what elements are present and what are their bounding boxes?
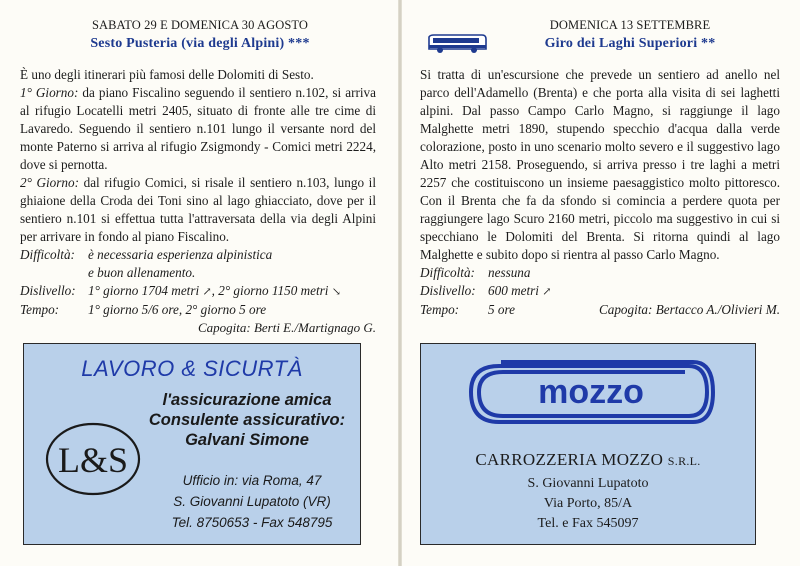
left-title: Sesto Pusteria (via degli Alpini) *** (90, 36, 310, 51)
left-intro: È uno degli itinerari più famosi delle Dolomiti di Sesto. (20, 67, 314, 82)
bus-icon (426, 33, 488, 55)
ad-right-addr3: Tel. e Fax 545097 (537, 516, 639, 531)
day2-label: 2° Giorno: (20, 175, 79, 190)
right-capogita: Capogita: Bertacco A./Olivieri M. (598, 302, 780, 317)
right-body (420, 66, 780, 319)
arrow-up-right-icon: ↗ (542, 286, 552, 298)
ls-logo-icon (44, 420, 142, 498)
right-tempo-value: 5 ore (488, 302, 515, 317)
dislivello-label: Dislivello: (20, 283, 76, 298)
ad-left-addr2: S. Giovanni Lupatoto (VR) (173, 494, 331, 509)
difficolta-value: è necessaria esperienza alpinistica (88, 247, 273, 262)
left-day1 (20, 84, 376, 174)
left-date: SABATO 29 E DOMENICA 30 AGOSTO (91, 18, 309, 32)
difficolta-value-2: e buon allenamento. (88, 265, 196, 280)
ad-lavoro-sicurta (23, 343, 361, 545)
right-difficolta-value: nessuna (488, 265, 531, 280)
ad-carrozzeria-mozzo (420, 343, 756, 545)
arrow-down-right-icon: ↘ (331, 286, 341, 298)
mozzo-logo-icon (461, 354, 721, 430)
left-capogita: Capogita: Berti E./Martignago G. (197, 320, 376, 335)
day1-label: 1° Giorno: (20, 85, 79, 100)
mozzo-logo-text: mozzo (538, 373, 644, 411)
left-difficolta (20, 246, 376, 264)
ls-logo-text: L&S (57, 440, 129, 480)
ad-left-line3: Galvani Simone (185, 431, 309, 449)
tempo-label: Tempo: (20, 302, 60, 317)
difficolta-label: Difficoltà: (20, 247, 75, 262)
right-difficolta (420, 264, 780, 282)
right-paragraph: Si tratta di un'escursione che prevede un sentiero ad anello nel parco dell'Adamello (Brenta) e che porta alla visita di sei laghetti alpini. Dal passo Campo Carlo Magno, si raggiunge il lago Malghette metri 1890, stupendo specchio d'acqua dalla verde colorazione, posto in uno scenario molto severo e il suggestivo lago Alto metri 2158. Proseguendo, si arriva presso i tre laghi a metri 2257 che costituiscono un insieme paesaggistico molto pittoresco. Con il Brenta che fa da sfondo si comincia a perdere quota per raggiungere lago Scuro 2160 metri, piccolo ma suggestivo in cui si specchiano le Dolomiti del Brenta. Si ritorna quindi al lago Malghette e subito dopo si rientra al passo Carlo Magno. (420, 67, 780, 262)
right-date: DOMENICA 13 SETTEMBRE (549, 18, 711, 32)
left-difficolta-2 (20, 264, 376, 282)
right-dislivello (420, 282, 780, 301)
ad-left-line2: Consulente assicurativo: (148, 411, 346, 429)
ad-left-addr3: Tel. 8750653 - Fax 548795 (171, 515, 333, 530)
ad-right-addr1: S. Giovanni Lupatoto (527, 476, 649, 491)
dislivello-a: 1° giorno 1704 metri (88, 283, 200, 298)
right-tempo (420, 301, 780, 319)
dislivello-b: , 2° giorno 1150 metri (211, 283, 329, 298)
right-dislivello-label: Dislivello: (420, 283, 476, 298)
right-title: Giro dei Laghi Superiori ** (544, 36, 716, 51)
day2-text: dal rifugio Comici, si risale il sentiero n.103, lungo il ghiaione della Croda dei Toni sino al lago ghiacciato, dove per il sentiero n.101 si effettua tutta l'attraversata della via degli Alpini per arrivare in fondo al piano Fiscalino. (20, 175, 376, 244)
left-day2 (20, 174, 376, 246)
ad-left-line1: l'assicurazione amica (162, 391, 332, 409)
right-page (400, 0, 800, 566)
right-difficolta-label: Difficoltà: (420, 265, 475, 280)
left-body (20, 66, 376, 337)
ad-right-suffix: S.R.L. (667, 454, 701, 468)
right-dislivello-value: 600 metri (488, 283, 539, 298)
arrow-up-right-icon: ↗ (202, 286, 212, 298)
ad-right-addr2: Via Porto, 85/A (543, 496, 633, 511)
ad-left-addr1: Ufficio in: via Roma, 47 (182, 473, 322, 488)
right-tempo-label: Tempo: (420, 302, 460, 317)
ad-right-name: CARROZZERIA MOZZO S.R.L. (475, 450, 701, 469)
tempo-value: 1° giorno 5/6 ore, 2° giorno 5 ore (88, 302, 267, 317)
ad-left-title: LAVORO & SICURTÀ (81, 356, 303, 381)
left-dislivello (20, 282, 376, 301)
left-tempo (20, 301, 376, 319)
day1-text: da piano Fiscalino seguendo il sentiero n.102, si arriva al rifugio Locatelli metri 2405, situato di fronte alle tre cime di Lavaredo. Seguendo il sentiero n.101 lungo il versante nord del monte Paterno si arriva al rifugio Zsigmondy - Comici metri 2224, dove si pernotta. (20, 85, 376, 172)
